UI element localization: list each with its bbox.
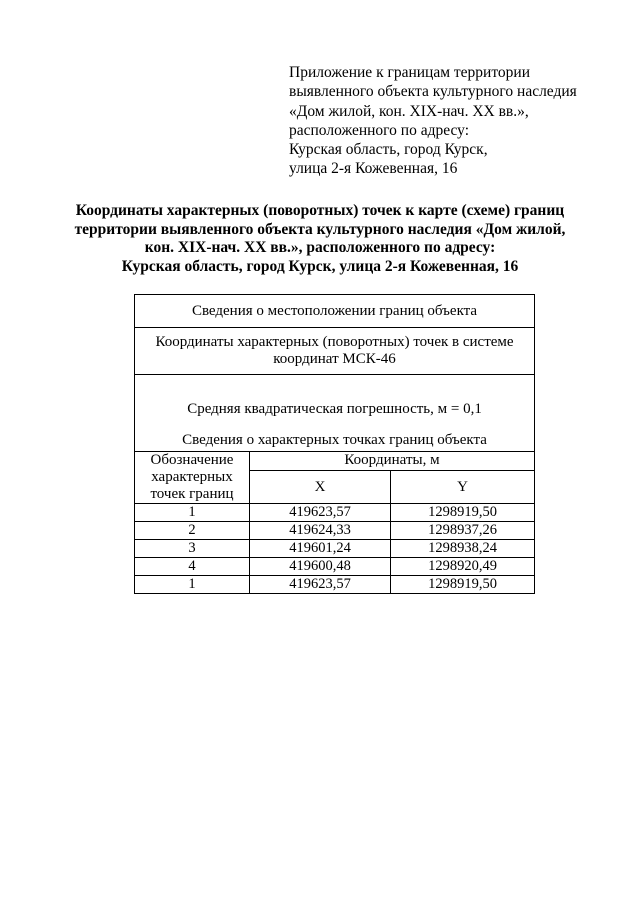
y-cell: 1298938,24	[391, 540, 535, 558]
location-header-cell: Сведения о местоположении границ объекта	[135, 295, 535, 328]
coord-system-row	[135, 328, 535, 375]
title-line: Координаты характерных (поворотных) точек к карте (схеме) границ	[75, 202, 565, 219]
table-row	[135, 558, 535, 576]
x-cell: 419623,57	[250, 576, 391, 594]
coordinates-table	[134, 294, 535, 594]
x-cell: 419624,33	[250, 522, 391, 540]
point-cell: 2	[135, 522, 250, 540]
designation-header	[135, 452, 250, 504]
appendix-line: Приложение к границам территории	[289, 64, 531, 81]
y-cell: 1298937,26	[391, 522, 535, 540]
table-row	[135, 540, 535, 558]
appendix-line: Курская область, город Курск,	[289, 141, 488, 159]
coord-system-line: Координаты характерных (поворотных) точек в системе	[155, 334, 514, 350]
title-line: Курская область, город Курск, улица 2-я Кожевенная, 16	[121, 257, 519, 275]
coordinates-header: Координаты, м	[250, 452, 535, 471]
appendix-note	[289, 63, 589, 179]
title-line: кон. XIX-нач. XX вв.», расположенного по адресу:	[144, 239, 496, 257]
accuracy-cell	[135, 375, 535, 452]
accuracy-row	[135, 375, 535, 452]
appendix-line: расположенного по адресу:	[289, 121, 469, 139]
point-cell: 3	[135, 540, 250, 558]
x-cell: 419623,57	[250, 504, 391, 522]
coord-system-cell	[135, 328, 535, 375]
mean-error-text: Средняя квадратическая погрешность, м = 0,1	[187, 401, 482, 417]
y-cell: 1298920,49	[391, 558, 535, 576]
table-row	[135, 504, 535, 522]
x-cell: 419601,24	[250, 540, 391, 558]
designation-header-line: характерных	[151, 469, 233, 485]
y-cell: 1298919,50	[391, 504, 535, 522]
appendix-line: «Дом жилой, кон. XIX-нач. XX вв.»,	[289, 102, 529, 120]
document-title	[60, 202, 580, 276]
point-cell: 1	[135, 504, 250, 522]
designation-header-line: точек границ	[150, 486, 234, 502]
location-header-row	[135, 295, 535, 328]
y-cell: 1298919,50	[391, 576, 535, 594]
appendix-line: выявленного объекта культурного наследия	[289, 83, 577, 101]
designation-header-line: Обозначение	[150, 452, 234, 468]
x-header: X	[250, 471, 391, 504]
coord-system-line: координат МСК-46	[273, 351, 396, 367]
column-header-row	[135, 452, 535, 471]
appendix-line: улица 2-я Кожевенная, 16	[289, 160, 458, 178]
x-cell: 419600,48	[250, 558, 391, 576]
table-row	[135, 522, 535, 540]
point-cell: 1	[135, 576, 250, 594]
points-header-text: Сведения о характерных точках границ объекта	[182, 432, 487, 448]
table-row	[135, 576, 535, 594]
point-cell: 4	[135, 558, 250, 576]
title-line: территории выявленного объекта культурного наследия «Дом жилой,	[74, 220, 566, 238]
y-header: Y	[391, 471, 535, 504]
